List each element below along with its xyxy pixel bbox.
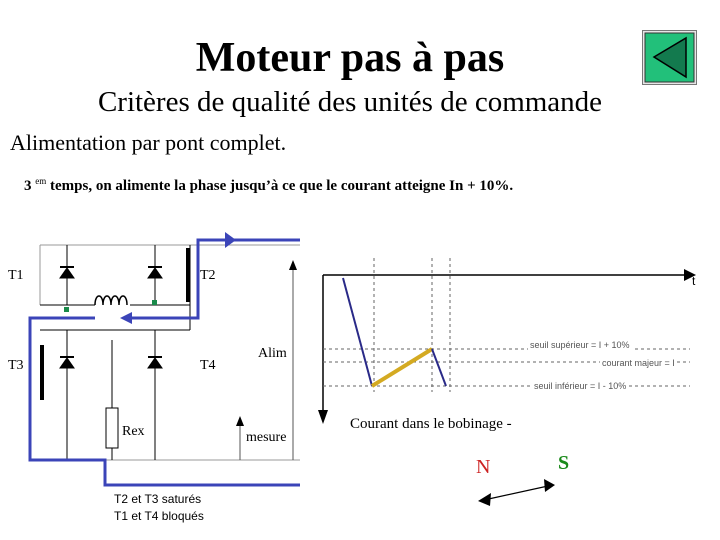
- label-mesure: mesure: [246, 430, 287, 445]
- south-pole-label: S: [558, 452, 570, 474]
- diode-t4: [148, 357, 162, 368]
- phase-number: 3: [24, 178, 32, 194]
- current-graph: [318, 258, 696, 424]
- threshold-upper-label: seuil supérieur = I + 10%: [530, 340, 630, 350]
- diode-t3: [60, 357, 74, 368]
- label-alim: Alim: [258, 346, 287, 361]
- time-axis-label: t: [692, 274, 696, 288]
- label-rex: Rex: [122, 424, 145, 439]
- phase-ordinal: em: [35, 176, 47, 186]
- north-pole-label: N: [476, 456, 491, 478]
- label-t2: T2: [200, 268, 216, 283]
- label-t1: T1: [8, 268, 24, 283]
- coil: [95, 296, 127, 305]
- circuit-caption-line-1: T2 et T3 saturés: [114, 492, 202, 506]
- rotor-magnet: [478, 479, 555, 506]
- page-title: Moteur pas à pas: [195, 35, 505, 81]
- threshold-lower-label: seuil inférieur = I - 10%: [534, 381, 627, 391]
- label-t3: T3: [8, 358, 24, 373]
- graph-caption: Courant dans le bobinage -: [350, 416, 512, 432]
- diode-t1: [60, 267, 74, 278]
- diode-t2: [148, 267, 162, 278]
- label-t4: T4: [200, 358, 216, 373]
- page-subtitle: Critères de qualité des unités de commande: [97, 86, 603, 118]
- rex-resistor: [106, 408, 118, 448]
- threshold-major-label: courant majeur = I: [602, 358, 675, 368]
- circuit-caption-line-2: T1 et T4 bloqués: [114, 509, 204, 523]
- phase-text: temps, on alimente la phase jusqu’à ce que le courant atteigne In + 10%.: [50, 178, 514, 194]
- section-heading: Alimentation par pont complet.: [10, 130, 287, 155]
